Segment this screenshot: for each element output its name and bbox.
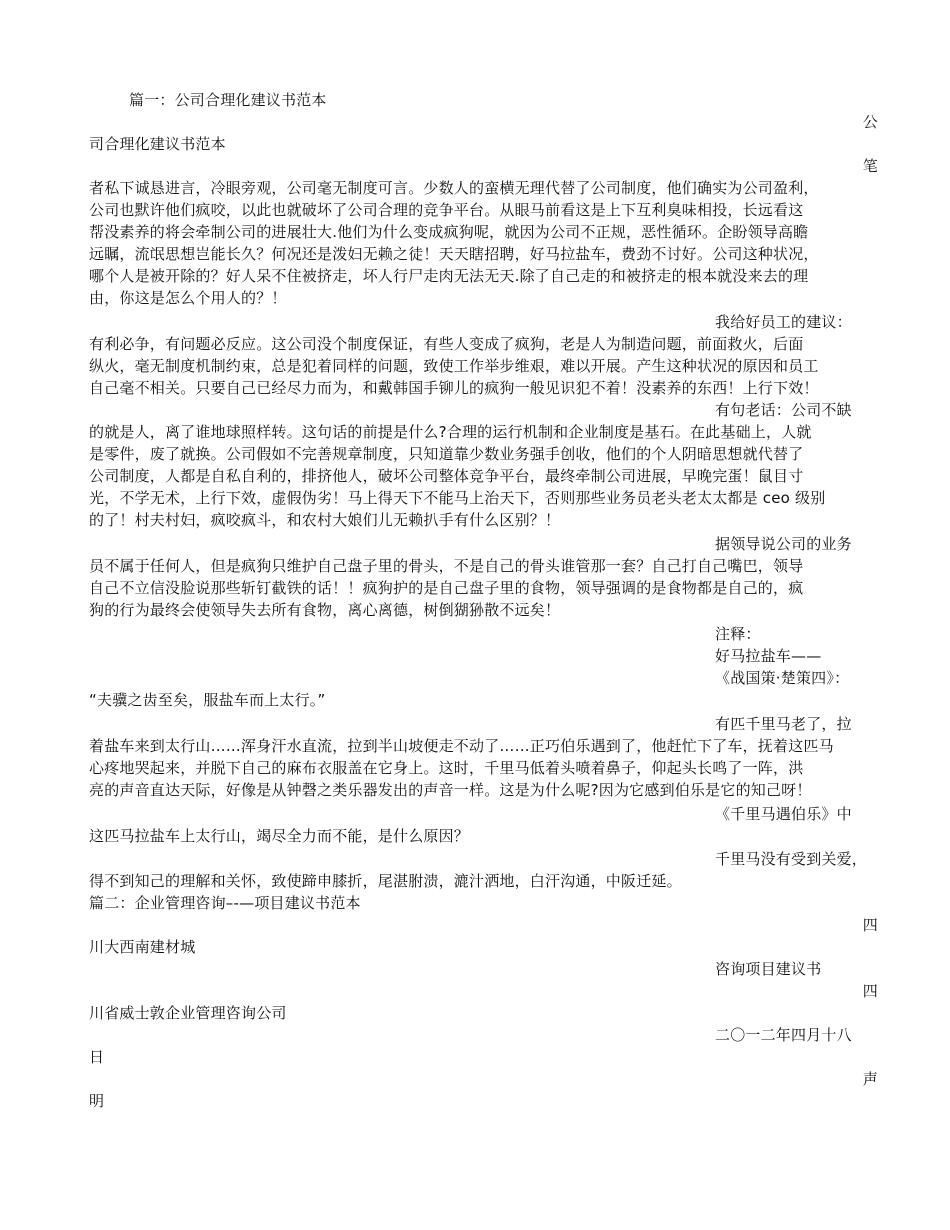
paragraph-line: 纵火，毫无制度机制约束，总是犯着同样的问题，致使工作举步维艰，难以开展。产生这种状况的原因和员工 [89, 357, 819, 375]
client-name-fragment: 四 [862, 916, 878, 934]
title-fragment: 司合理化建议书范本 [89, 135, 226, 153]
paragraph-line: 的了！村夫村妇，疯咬疯斗，和农村大娘们儿无赖扒手有什么区别？！ [89, 511, 561, 529]
paragraph-line: 帮没素养的将会牵制公司的进展壮大.他们为什么变成疯狗呢，就因为公司不正规，恶性循环。企盼领导高瞻 [89, 223, 809, 241]
paragraph-line: 据领导说公司的业务 [715, 535, 852, 553]
paragraph-line: 有匹千里马老了，拉 [715, 715, 852, 733]
date-fragment: 日 [89, 1048, 105, 1066]
paragraph-line: 者私下诚恳进言，冷眼旁观，公司毫无制度可言。少数人的蛮横无理代替了公司制度，他们确实为公司盈利， [89, 179, 819, 197]
paragraph-line: 我给好员工的建议： [715, 313, 852, 331]
paragraph-line: 是零件，废了就换。公司假如不完善规章制度，只知道靠少数业务强手创收，他们的个人阴暗思想就代替了 [89, 445, 804, 463]
paragraph-line: 亮的声音直达天际，好像是从钟磬之类乐器发出的声音一样。这是为什么呢?因为它感到伯乐是它的知己呀！ [89, 781, 812, 799]
paragraph-line: 光，不学无术，上行下效，虚假伪劣！马上得天下不能马上治天下，否则那些业务员老头老太太都是 ceo 级别 [89, 489, 826, 507]
paragraph-line: 心疼地哭起来，并脱下自己的麻布衣服盖在它身上。这时，千里马低着头喷着鼻子，仰起头长鸣了一阵，洪 [89, 759, 804, 777]
declaration-heading-fragment: 声 [862, 1070, 878, 1088]
paragraph-line: 哪个人是被开除的？好人呆不住被挤走，坏人行尸走肉无法无天.除了自己走的和被挤走的根本就没来去的理 [89, 267, 809, 285]
paragraph-line: 自己毫不相关。只要自己已经尽力而为，和戴韩国手铆儿的疯狗一般见识犯不着！没素养的东西！上行下效！ [89, 379, 819, 397]
date-fragment: 二〇一二年四月十八 [715, 1026, 852, 1044]
paragraph-line: 有句老话：公司不缺 [715, 401, 852, 419]
paragraph-line: 着盐车来到太行山……浑身汗水直流，拉到半山坡便走不动了……正巧伯乐遇到了，他赶忙下了车，抚着这匹马 [89, 737, 834, 755]
paragraph-line: 狗的行为最终会使领导失去所有食物，离心离德，树倒猢狲散不远矣！ [89, 601, 561, 619]
note-source: 《战国策·楚策四》： [715, 669, 850, 687]
paragraph-line: 员不属于任何人，但是疯狗只维护自己盘子里的骨头，不是自己的骨头谁管那一套？自己打自己嘴巴，领导 [89, 557, 804, 575]
paragraph-line: 这匹马拉盐车上太行山，竭尽全力而不能，是什么原因？ [89, 827, 470, 845]
title-fragment: 公 [862, 113, 878, 131]
section-2-title: 篇二：企业管理咨询–-—项目建议书范本 [89, 894, 361, 912]
paragraph-line: 由，你这是怎么个用人的？！ [89, 289, 287, 307]
paragraph-line: 《千里马遇伯乐》中 [715, 805, 852, 823]
document-type: 咨询项目建议书 [715, 960, 822, 978]
client-name-fragment: 川大西南建材城 [89, 938, 196, 956]
paragraph-line: 公司制度，人都是自私自利的，排挤他人，破坏公司整体竞争平台，最终牵制公司进展，早晚完蛋！鼠目寸 [89, 467, 804, 485]
note-term: 好马拉盐车—— [715, 647, 822, 665]
section-1-title: 篇一：公司合理化建议书范本 [129, 91, 327, 109]
paragraph-line: 千里马没有受到关爱， [715, 850, 868, 868]
paragraph-line: 得不到知己的理解和关怀，致使蹄申膝折，尾湛胕溃，漉汁洒地，白汗沟通，中阪迁延。 [89, 872, 682, 890]
paragraph-line: 的就是人，离了谁地球照样转。这句话的前提是什么?合理的运行机制和企业制度是基石。在此基础上，人就 [89, 423, 812, 441]
firm-name-fragment: 四 [862, 982, 878, 1000]
note-label: 注释： [715, 625, 761, 643]
paragraph-line: 自己不立信没脸说那些斩钉截铁的话！！疯狗护的是自己盘子里的食物，领导强调的是食物都是自己的，疯 [89, 579, 804, 597]
declaration-heading-fragment: 明 [89, 1092, 105, 1110]
paragraph-line: 有利必争，有问题必反应。这公司没个制度保证，有些人变成了疯狗，老是人为制造问题，前面救火，后面 [89, 335, 804, 353]
note-quote: “夫骥之齿至矣，服盐车而上太行。” [89, 691, 326, 709]
paragraph-line: 公司也默许他们疯咬，以此也就破坏了公司合理的竞争平台。从眼马前看这是上下互利臭味相投，长远看这 [89, 201, 804, 219]
firm-name-fragment: 川省威士敦企业管理咨询公司 [89, 1004, 287, 1022]
paragraph-line: 远瞩，流氓思想岂能长久？何况还是泼妇无赖之徒！天天瞎招聘，好马拉盐车，费劲不讨好。公司这种状况， [89, 245, 819, 263]
paragraph-line: 笔 [862, 157, 878, 175]
